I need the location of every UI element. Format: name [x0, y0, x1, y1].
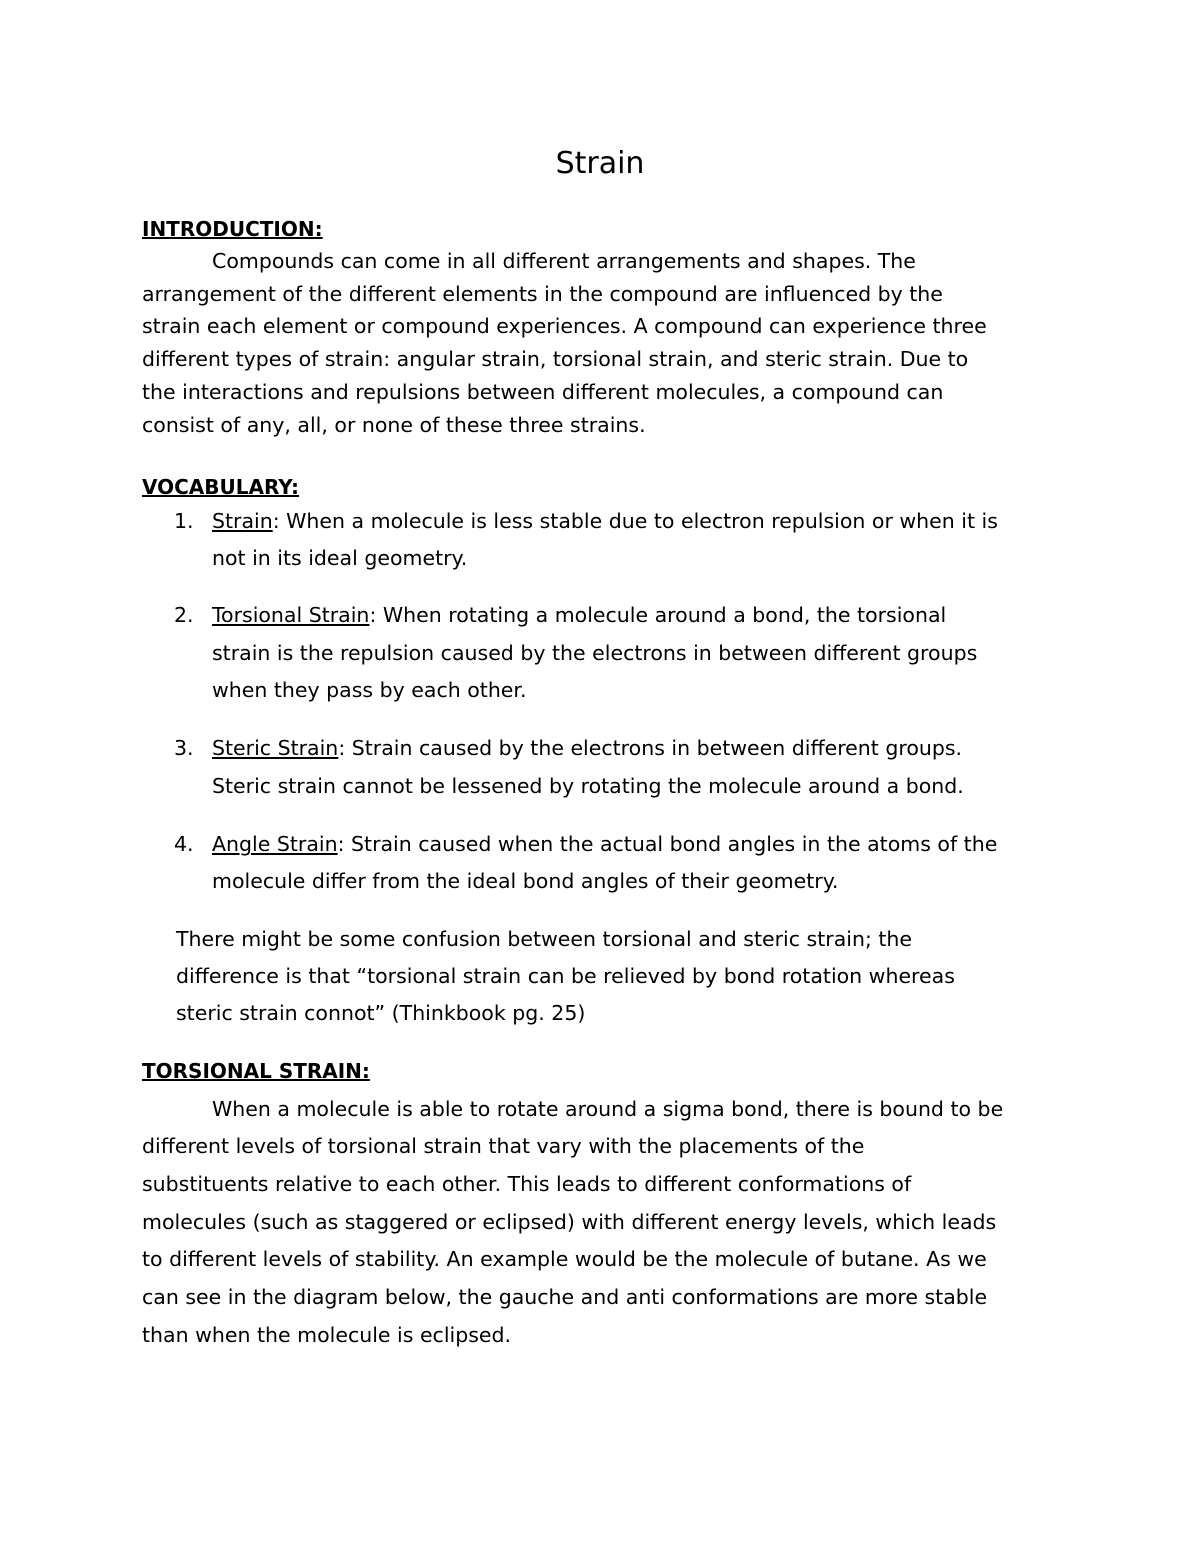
vocabulary-heading: VOCABULARY:	[142, 475, 300, 499]
vocab-definition: : Strain caused when the actual bond angles in the atoms of the	[337, 832, 998, 856]
note-line: steric strain connot” (Thinkbook pg. 25)	[176, 1001, 586, 1025]
torsional-line: different levels of torsional strain that vary with the placements of the	[142, 1134, 865, 1158]
list-number: 2.	[174, 603, 194, 627]
vocab-item-steric-strain	[212, 733, 962, 763]
list-number: 4.	[174, 832, 194, 856]
intro-line: different types of strain: angular strain, torsional strain, and steric strain. Due to	[142, 347, 969, 371]
introduction-heading: INTRODUCTION:	[142, 217, 323, 241]
torsional-line: When a molecule is able to rotate around a sigma bond, there is bound to be	[212, 1097, 1004, 1121]
note-line: difference is that “torsional strain can be relieved by bond rotation whereas	[176, 964, 955, 988]
vocab-item-strain	[212, 506, 998, 536]
torsional-line: than when the molecule is eclipsed.	[142, 1323, 512, 1347]
vocab-item-angle-strain	[212, 829, 997, 859]
vocab-definition-line: Steric strain cannot be lessened by rotating the molecule around a bond.	[212, 774, 964, 798]
vocab-term: Steric Strain	[212, 736, 339, 760]
intro-line: the interactions and repulsions between different molecules, a compound can	[142, 380, 944, 404]
torsional-strain-heading: TORSIONAL STRAIN:	[142, 1059, 370, 1083]
note-line: There might be some confusion between torsional and steric strain; the	[176, 927, 913, 951]
vocab-definition-line: not in its ideal geometry.	[212, 546, 468, 570]
torsional-line: can see in the diagram below, the gauche and anti conformations are more stable	[142, 1285, 988, 1309]
intro-line: strain each element or compound experiences. A compound can experience three	[142, 314, 987, 338]
vocab-term: Strain	[212, 509, 273, 533]
vocab-definition-line: molecule differ from the ideal bond angles of their geometry.	[212, 869, 839, 893]
vocab-definition-line: strain is the repulsion caused by the electrons in between different groups	[212, 641, 978, 665]
vocab-term: Angle Strain	[212, 832, 338, 856]
list-number: 3.	[174, 736, 194, 760]
torsional-line: substituents relative to each other. This leads to different conformations of	[142, 1172, 912, 1196]
vocab-item-torsional-strain	[212, 600, 946, 630]
page-title: Strain	[555, 146, 645, 181]
intro-line: consist of any, all, or none of these three strains.	[142, 413, 646, 437]
intro-line: arrangement of the different elements in the compound are influenced by the	[142, 282, 943, 306]
vocab-definition: : Strain caused by the electrons in between different groups.	[338, 736, 963, 760]
vocab-term: Torsional Strain	[212, 603, 370, 627]
vocab-definition: : When rotating a molecule around a bond, the torsional	[369, 603, 947, 627]
torsional-line: to different levels of stability. An example would be the molecule of butane. As we	[142, 1247, 987, 1271]
vocab-definition: : When a molecule is less stable due to electron repulsion or when it is	[272, 509, 998, 533]
list-number: 1.	[174, 509, 194, 533]
vocab-definition-line: when they pass by each other.	[212, 678, 527, 702]
intro-line: Compounds can come in all different arrangements and shapes. The	[212, 249, 916, 273]
torsional-line: molecules (such as staggered or eclipsed) with different energy levels, which leads	[142, 1210, 997, 1234]
